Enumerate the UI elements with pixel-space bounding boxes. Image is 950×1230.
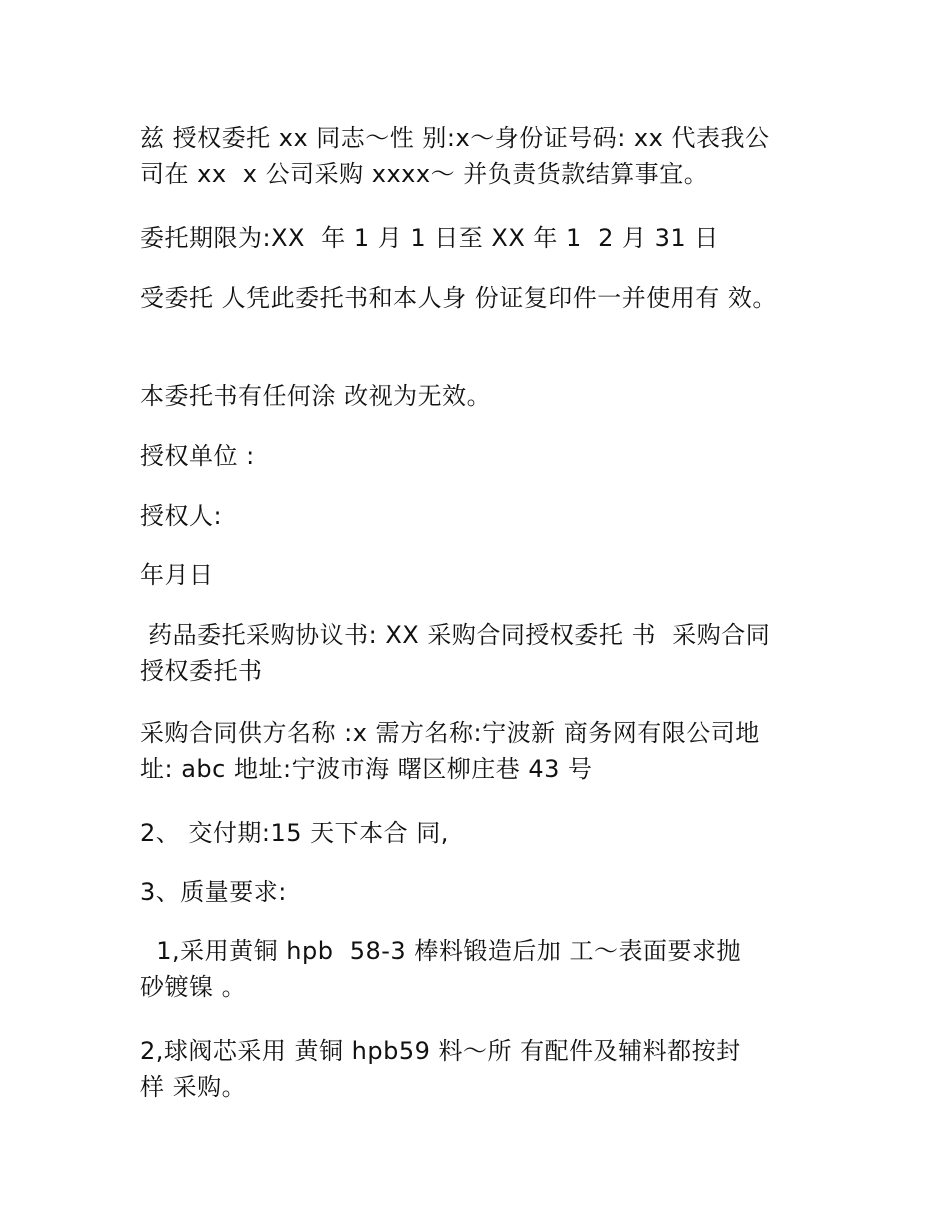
paragraph-line: 药品委托采购协议书: XX 采购合同授权委托 书 采购合同 [140,621,771,649]
paragraph-line: 授权单位 : [140,442,255,470]
paragraph-agreement-title [140,617,830,689]
paragraph-line: 1,采用黄铜 hpb 58-3 棒料锻造后加 工～表面要求抛 [140,937,741,965]
paragraph-line: 2、 交付期:15 天下本合 同, [140,819,449,847]
paragraph-authorizer [140,498,830,534]
paragraph-parties [140,715,830,787]
paragraph-line: 授权人: [140,502,223,530]
paragraph-authorizing-unit [140,438,830,474]
paragraph-line: 受委托 人凭此委托书和本人身 份证复印件一并使用有 效。 [140,284,777,312]
paragraph-line: 采购合同供方名称 :x 需方名称:宁波新 商务网有限公司地 [140,719,760,747]
paragraph-line: 兹 授权委托 xx 同志～性 别:x～身份证号码: xx 代表我公 [140,124,770,152]
paragraph-authorization [140,120,830,192]
paragraph-delivery [140,815,830,851]
paragraph-line: 委托期限为:XX 年 1 月 1 日至 XX 年 1 2 月 31 日 [140,224,719,252]
paragraph-line: 司在 xx x 公司采购 xxxx～ 并负责货款结算事宜。 [140,160,709,188]
paragraph-line: 砂镀镍 。 [140,973,247,1001]
paragraph-line: 样 采购。 [140,1073,247,1101]
paragraph-alteration [140,378,830,414]
paragraph-line: 授权委托书 [140,657,263,685]
paragraph-term [140,220,830,256]
paragraph-date [140,557,830,593]
paragraph-line: 址: abc 地址:宁波市海 曙区柳庄巷 43 号 [140,755,593,783]
paragraph-line: 2,球阀芯采用 黄铜 hpb59 料～所 有配件及辅料都按封 [140,1037,741,1065]
paragraph-line: 年月日 [140,561,214,589]
paragraph-quality-item-1 [140,933,830,1005]
paragraph-validity [140,280,830,316]
paragraph-line: 3、质量要求: [140,878,287,906]
paragraph-quality-item-2 [140,1033,830,1105]
paragraph-line: 本委托书有任何涂 改视为无效。 [140,382,492,410]
paragraph-quality-heading [140,874,830,910]
